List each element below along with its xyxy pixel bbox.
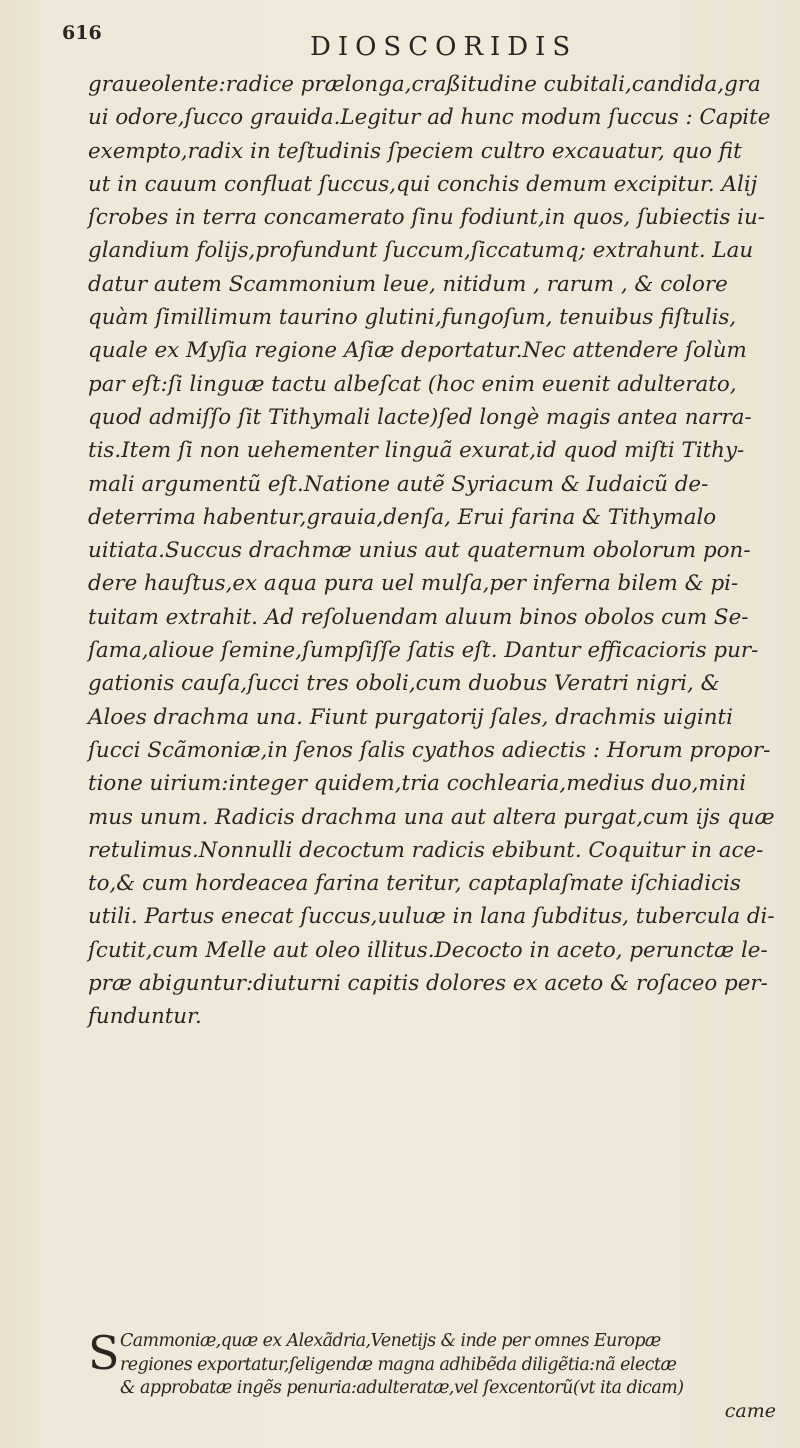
scholia [88,1326,788,1401]
text-line: Aloes drachma una. Fiunt purgatorij ſales, drachmis uiginti [88,704,733,730]
text-line: quod admiſſo ſit Tithymali lacte)ſed longè magis antea narra- [88,404,752,430]
text-line: tis.Item ſi non uehementer linguã exurat,id quod miſti Tithy- [88,438,745,464]
text-line: funduntur. [88,1004,202,1030]
text-line: mus unum. Radicis drachma una aut altera purgat,cum ijs quæ [88,804,775,830]
text-line: graueolente:radice prælonga,craßitudine cubitali,candida,gra [88,72,761,97]
text-line: tuitam extrahit. Ad reſoluendam aluum binos obolos cum Se- [88,604,749,630]
catchword: came [724,1400,776,1422]
page-number: 616 [62,22,102,44]
scholia-lines [88,1326,788,1401]
text-line: dere hauſtus,ex aqua pura uel mulſa,per inferna bilem & pi- [88,571,739,597]
text-line: ut in cauum confluat ſuccus,qui conchis demum excipitur. Alij [88,171,758,197]
text-line: utili. Partus enecat ſuccus,uuluæ in lana ſubditus, tubercula di- [88,904,775,930]
body-text [88,68,788,1034]
text-line: glandium folijs,profundunt ſuccum,ſiccatumq; extrahunt. Lau [88,238,754,264]
text-line: quale ex Myſia regione Aſiæ deportatur.Nec attendere ſolùm [88,338,747,364]
text-line: ſama,alioue ſemine,ſumpſiſſe ſatis eſt. Dantur efficacioris pur- [88,638,759,664]
text-line: datur autem Scammonium leue, nitidum , rarum , & colore [88,271,728,297]
text-line: uitiata.Succus drachmæ unius aut quaternum obolorum pon- [88,538,751,564]
running-head: DIOSCORIDIS [310,32,578,62]
text-line: tione uirium:integer quidem,tria cochlearia,medius duo,mini [88,771,747,797]
text-line: ſcutit,cum Melle aut oleo illitus.Decocto in aceto, perunctæ le- [88,937,768,963]
text-line: exempto,radix in teſtudinis ſpeciem cultro excauatur, quo fit [88,138,742,164]
text-line: deterrima habentur,grauia,denſa, Erui farina & Tithymalo [88,504,717,530]
text-line: ſucci Scãmoniæ,in ſenos ſalis cyathos adiectis : Horum propor- [88,737,771,763]
text-line: præ abiguntur:diuturni capitis dolores ex aceto & roſaceo per- [88,971,768,997]
text-line: retulimus.Nonnulli decoctum radicis ebibunt. Coquitur in ace- [88,837,764,863]
scholia-line: & approbatæ ingẽs penuria:adulteratæ,vel ſexcentorũ(vt ita dicam) [120,1378,684,1399]
text-line: gationis cauſa,ſucci tres oboli,cum duobus Veratri nigri, & [88,671,720,697]
text-line: quàm ſimillimum taurino glutini,fungoſum, tenuibus fiſtulis, [88,305,737,331]
scholia-line: Cammoniæ,quæ ex Alexãdria,Venetijs & inde per omnes Europæ [120,1331,661,1351]
drop-cap: S [88,1326,120,1380]
text-line: mali argumentũ eſt.Natione autẽ Syriacum & Iudaicũ de- [88,471,709,497]
text-line: ſcrobes in terra concamerato ſinu fodiunt,in quos, ſubiectis iu- [88,205,766,231]
text-line: par eſt:ſi linguæ tactu albeſcat (hoc enim euenit adulterato, [88,371,737,397]
scholia-line: regiones exportatur,ſeligendæ magna adhibẽda diligẽtia:nã electæ [120,1354,677,1375]
text-line: to,& cum hordeacea farina teritur, captaplaſmate iſchiadicis [88,871,741,897]
text-line: ui odore,ſucco grauida.Legitur ad hunc modum ſuccus : Capite [88,105,771,131]
